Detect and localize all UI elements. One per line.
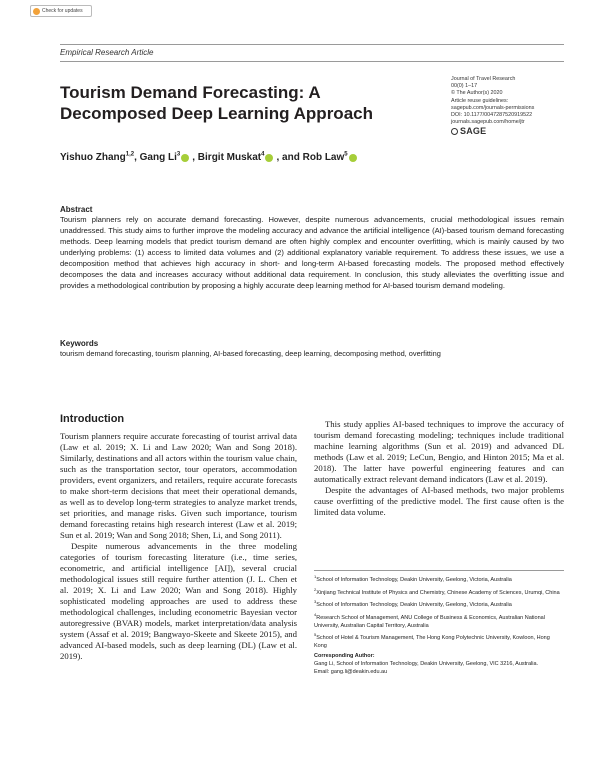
author-list [60, 152, 360, 163]
intro-right-column [314, 419, 564, 518]
affiliation-footnotes [314, 573, 564, 677]
sage-logo-text: SAGE [460, 126, 487, 137]
header-rule-bottom [60, 61, 564, 62]
introduction-heading: Introduction [60, 413, 125, 425]
sage-logo [451, 126, 534, 137]
article-type: Empirical Research Article [60, 48, 154, 57]
paper-title: Tourism Demand Forecasting: A Decomposed Deep Learning Approach [60, 83, 373, 123]
copyright: © The Author(s) 2020 [451, 90, 503, 97]
sage-logo-icon [451, 128, 458, 135]
intro-left-column [60, 431, 297, 662]
abstract-heading: Abstract [60, 205, 93, 214]
orcid-icon[interactable] [265, 154, 273, 162]
author-1: Yishuo Zhang$^{1,2}$, [60, 152, 140, 164]
journal-volume: 00(0) 1–17 [451, 83, 478, 90]
corresponding-author-email[interactable]: Email: gang.li@deakin.edu.au [314, 669, 388, 676]
footnote-rule [314, 570, 564, 571]
reuse-label: Article reuse guidelines: [451, 97, 509, 104]
author-3: Birgit Muskat$^4$ , and [197, 152, 303, 164]
intro-paragraph: Despite the advantages of AI-based methods, two major problems cause overfitting of the predictive model. The first cause often is the limited data volume. [314, 485, 564, 517]
orcid-icon[interactable] [349, 154, 357, 162]
orcid-icon[interactable] [181, 154, 189, 162]
doi[interactable]: DOI: 10.1177/0047287520919522 [451, 112, 533, 119]
keywords-text: tourism demand forecasting, tourism planning, AI-based forecasting, deep learning, decomposing method, overfitting [60, 349, 441, 358]
permissions-link[interactable]: sagepub.com/journals-permissions [451, 104, 535, 111]
keywords-heading: Keywords [60, 339, 99, 348]
author-4: Rob Law$^5$ [303, 152, 360, 163]
affiliation-2: $^2$Xinjiang Technical Institute of Physics and Chemistry, Chinese Academy of Sciences, Urumqi, China [314, 586, 560, 596]
corresponding-author-heading: Corresponding Author: [314, 653, 375, 660]
intro-paragraph: Despite numerous advancements in the three modeling categories of tourism forecasting literature (i.e., time series, econometric, and artificial intelligence [AI]), several crucial methodological issues still require further attention (J. L. Chen et al. 2019; X. Li and Law 2020; Wan and Song 2018). Highly sophisticated modeling approaches are used to address these methodological challenges, including econometric Bayesian vector autoregressive (BVAR) models, market interpretation/data analysis system (Assaf et al. 2019; Bangwayo-Skeete and Skeete 2015), and advanced AI-based models, such as deep learning (DL) (Law et al. 2019). [60, 541, 297, 661]
affiliation-1: $^1$School of Information Technology, Deakin University, Geelong, Victoria, Australia [314, 574, 512, 583]
intro-paragraph: Tourism planners require accurate forecasting of tourist arrival data (Law et al. 2019; X. Li and Law 2020; Wan and Song 2018). Similarly, destinations and all actors within the tourism value chain, such as the transportation sector, tour operators, accommodation providers, event organizers, and retailers, require accurate forecasts to make short-term decisions that meet their operational demands, as well as to develop long-term strategies to analyze market trends, set priorities, and manage risks. Given such importance, tourism demand forecasting retains high research interest (Law et al. 2019; Sun et al. 2019; Wan and Song 2018; Shen, Li, and Song 2011). [60, 431, 297, 540]
check-updates-icon [33, 8, 40, 15]
author-2: Gang Li$^3$ , [139, 152, 198, 164]
journal-name: Journal of Travel Research [451, 76, 516, 82]
journal-info [451, 76, 534, 137]
journal-home-link[interactable]: journals.sagepub.com/home/jtr [451, 119, 525, 126]
affiliation-4: $^4$Research School of Management, ANU College of Business & Economics, Australian National University, Australian Capital Territory, Australia [314, 611, 545, 629]
header-rule-top [60, 44, 564, 45]
affiliation-3: $^3$School of Information Technology, Deakin University, Geelong, Victoria, Australia [314, 599, 512, 608]
abstract-text: Tourism planners rely on accurate demand forecasting. However, despite numerous advancements, crucial methodological issues remain unaddressed. This study aims to further improve the modeling accuracy and advance the artificial intelligence (AI)-based tourism demand forecasting methods. Deep learning models that predict tourism demand are often highly complex and encounter overfitting, which is mainly caused by two underlying problems: (1) access to limited data volumes and (2) additional explanatory variable requirement. To address these issues, we use a decomposition method that achieves high accuracy in short- and long-term AI-based forecasting models. The proposed method effectively decomposes the data and increases accuracy without additional data requirement. In conclusion, this study alleviates the overfitting issue and provides a methodological contribution by proposing a highly accurate deep learning method for AI-based tourism demand modeling. [60, 215, 564, 290]
corresponding-author-address: Gang Li, School of Information Technology, Deakin University, Geelong, VIC 3216, Australia. [314, 661, 539, 668]
affiliation-5: $^5$School of Hotel & Tourism Management, The Hong Kong Polytechnic University, Kowloon, Hong Kong [314, 632, 550, 650]
check-updates-label: Check for updates [42, 8, 83, 14]
check-updates-badge[interactable] [30, 5, 92, 17]
intro-paragraph: This study applies AI-based techniques to improve the accuracy of tourism demand forecasting modeling; techniques include traditional machine learning algorithms (Sun et al. 2019) and advanced DL methods (Law et al. 2019; LeCun, Bengio, and Hinton 2015; Ma et al. 2018). The latter have powerful engineering features and can automatically extract relevant demand indicators (Law et al. 2019). [314, 419, 564, 484]
